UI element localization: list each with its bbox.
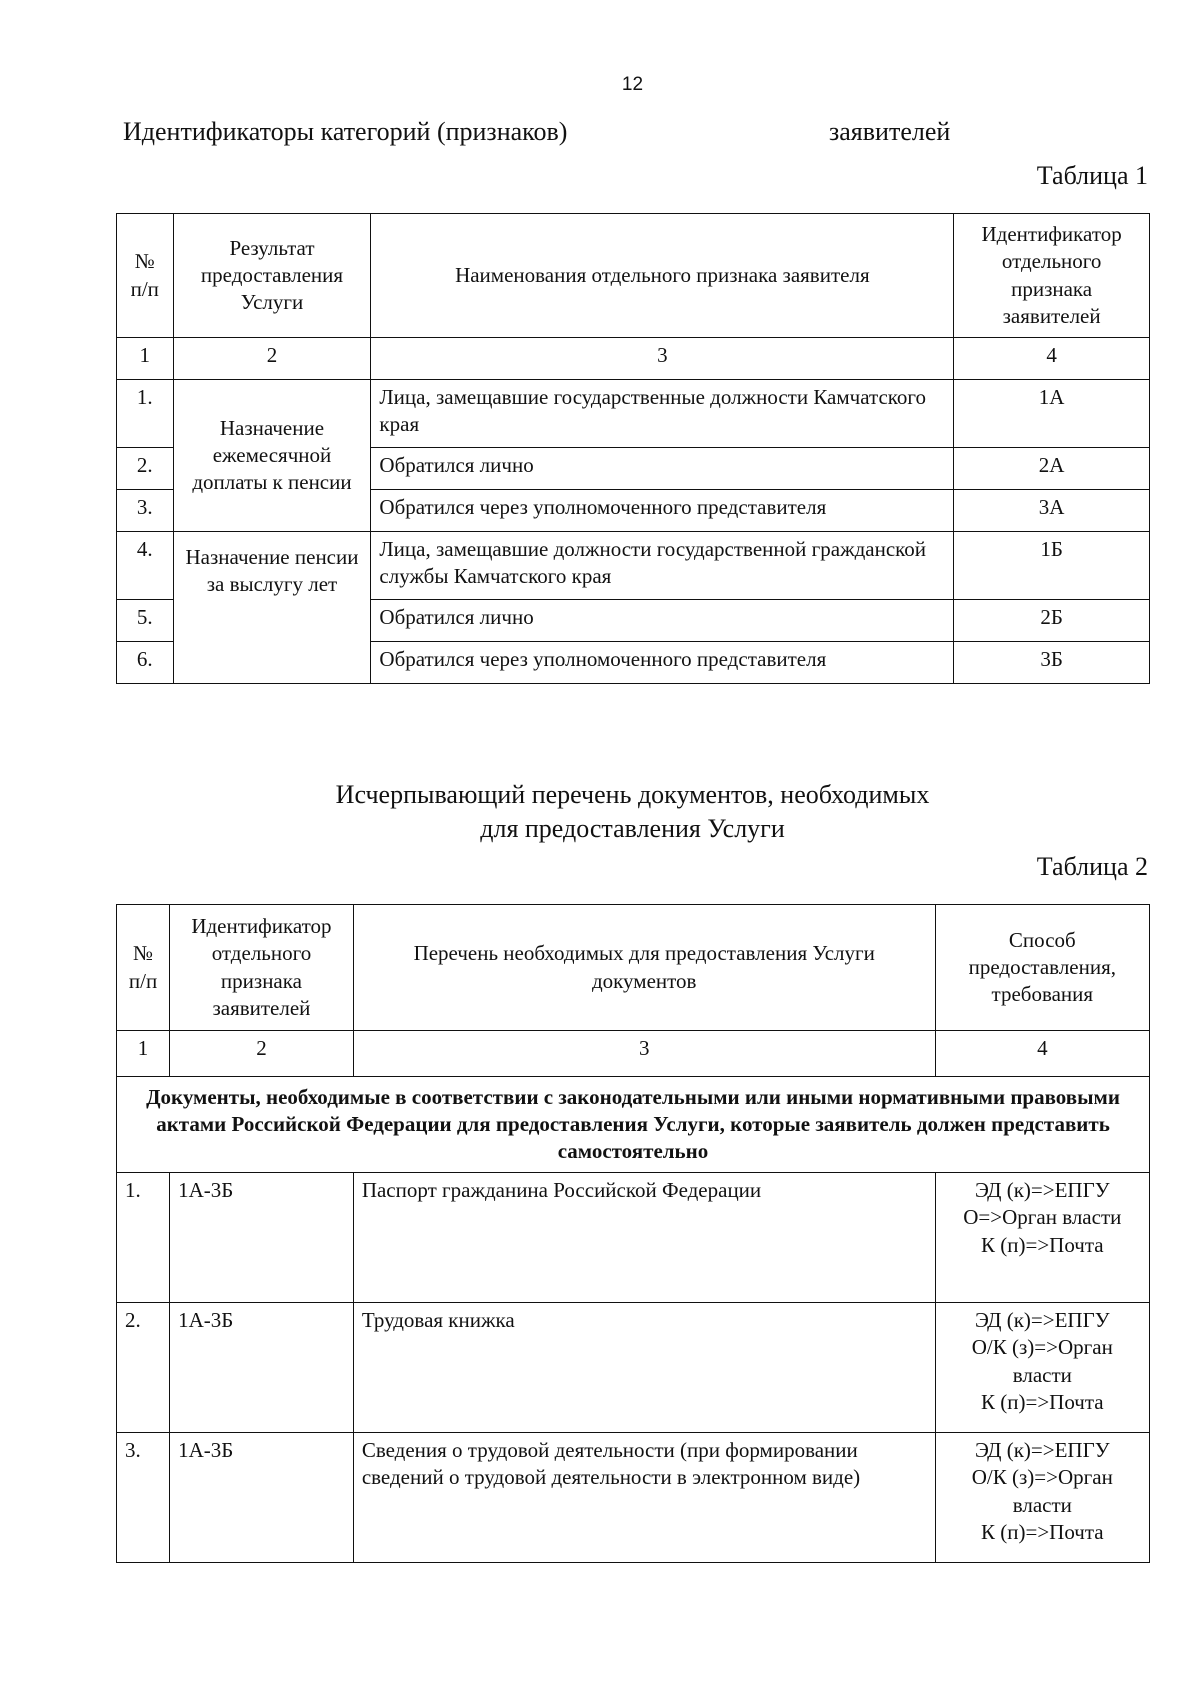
applicant-categories-table: [116, 213, 1150, 684]
table-row: [117, 532, 1150, 600]
method-line: К (п)=>Почта: [981, 1389, 1104, 1414]
feature-id: 3А: [954, 490, 1150, 532]
row-number: 2.: [117, 1303, 170, 1433]
header-cell: № п/п: [117, 905, 170, 1031]
page-number: 12: [621, 74, 644, 95]
table-row: [117, 1303, 1150, 1433]
document-name: Сведения о трудовой деятельности (при формировании сведений о трудовой деятельности в электронном виде): [353, 1433, 935, 1563]
table2-heading-line1: Исчерпывающий перечень документов, необходимых: [335, 780, 930, 809]
feature-id: 1А: [954, 380, 1150, 448]
submission-methods: [935, 1303, 1149, 1433]
row-number: 3.: [117, 1433, 170, 1563]
col-number-cell: 2: [173, 338, 371, 380]
header-cell: Перечень необходимых для предоставления Услуги документов: [353, 905, 935, 1031]
method-line: ЭД (к)=>ЕПГУ: [975, 1438, 1110, 1462]
table-row: [117, 380, 1150, 448]
col-number-cell: 3: [371, 338, 954, 380]
header-cell: Способ предоставления, требования: [935, 905, 1149, 1031]
feature-id: 2А: [954, 448, 1150, 490]
row-number: 2.: [117, 448, 174, 490]
method-line: О/К (з)=>Орган власти: [971, 1465, 1113, 1517]
feature-name: Обратился через уполномоченного представителя: [371, 490, 954, 532]
col-number-cell: 2: [170, 1031, 354, 1077]
col-number-cell: 3: [353, 1031, 935, 1077]
table1-heading-right: заявителей: [829, 117, 951, 146]
row-number: 1.: [117, 380, 174, 448]
feature-id: 3Б: [954, 642, 1150, 684]
document-name: Трудовая книжка: [353, 1303, 935, 1433]
row-number: 5.: [117, 600, 174, 642]
header-cell: Идентификатор отдельного признака заявителей: [954, 214, 1150, 338]
applicant-id: 1А-3Б: [170, 1173, 354, 1303]
submission-methods: [935, 1173, 1149, 1303]
feature-id: 1Б: [954, 532, 1150, 600]
required-documents-table: [116, 904, 1150, 1563]
method-line: К (п)=>Почта: [981, 1519, 1104, 1544]
row-number: 4.: [117, 532, 174, 600]
result-cell: Назначение ежемесячной доплаты к пенсии: [173, 380, 371, 532]
row-number: 3.: [117, 490, 174, 532]
section-title: Документы, необходимые в соответствии с законодательными или иными нормативными правовыми актами Российской Федерации для предоставления Услуги, которые заявитель должен представить самостоятельно: [117, 1077, 1150, 1173]
method-line: ЭД (к)=>ЕПГУ: [975, 1178, 1110, 1202]
col-number-cell: 4: [954, 338, 1150, 380]
table1-label: Таблица 1: [1036, 161, 1148, 190]
submission-methods: [935, 1433, 1149, 1563]
feature-name: Обратился лично: [371, 448, 954, 490]
method-line: ЭД (к)=>ЕПГУ: [975, 1308, 1110, 1332]
applicant-id: 1А-3Б: [170, 1303, 354, 1433]
result-cell: Назначение пенсии за выслугу лет: [173, 532, 371, 684]
table2-heading: [0, 778, 1200, 846]
col-number-cell: 1: [117, 1031, 170, 1077]
table-row: [117, 1173, 1150, 1303]
header-cell: Результат предоставления Услуги: [173, 214, 371, 338]
feature-name: Обратился через уполномоченного представителя: [371, 642, 954, 684]
table-row: [117, 1433, 1150, 1563]
row-number: 6.: [117, 642, 174, 684]
col-number-cell: 4: [935, 1031, 1149, 1077]
header-cell: Идентификатор отдельного признака заявителей: [170, 905, 354, 1031]
col-number-cell: 1: [117, 338, 174, 380]
feature-name: Лица, замещавшие государственные должности Камчатского края: [371, 380, 954, 448]
table1-heading-left: Идентификаторы категорий (признаков): [123, 117, 568, 146]
feature-name: Обратился лично: [371, 600, 954, 642]
table1-heading: [123, 117, 951, 147]
method-line: О=>Орган власти: [963, 1205, 1122, 1230]
header-cell: Наименования отдельного признака заявителя: [371, 214, 954, 338]
document-name: Паспорт гражданина Российской Федерации: [353, 1173, 935, 1303]
row-number: 1.: [117, 1173, 170, 1303]
table2-heading-line2: для предоставления Услуги: [480, 813, 785, 843]
method-line: О/К (з)=>Орган власти: [971, 1335, 1113, 1387]
header-cell: № п/п: [117, 214, 174, 338]
feature-id: 2Б: [954, 600, 1150, 642]
table2-label: Таблица 2: [1036, 852, 1148, 881]
method-line: К (п)=>Почта: [981, 1232, 1104, 1257]
applicant-id: 1А-3Б: [170, 1433, 354, 1563]
feature-name: Лица, замещавшие должности государственной гражданской службы Камчатского края: [371, 532, 954, 600]
